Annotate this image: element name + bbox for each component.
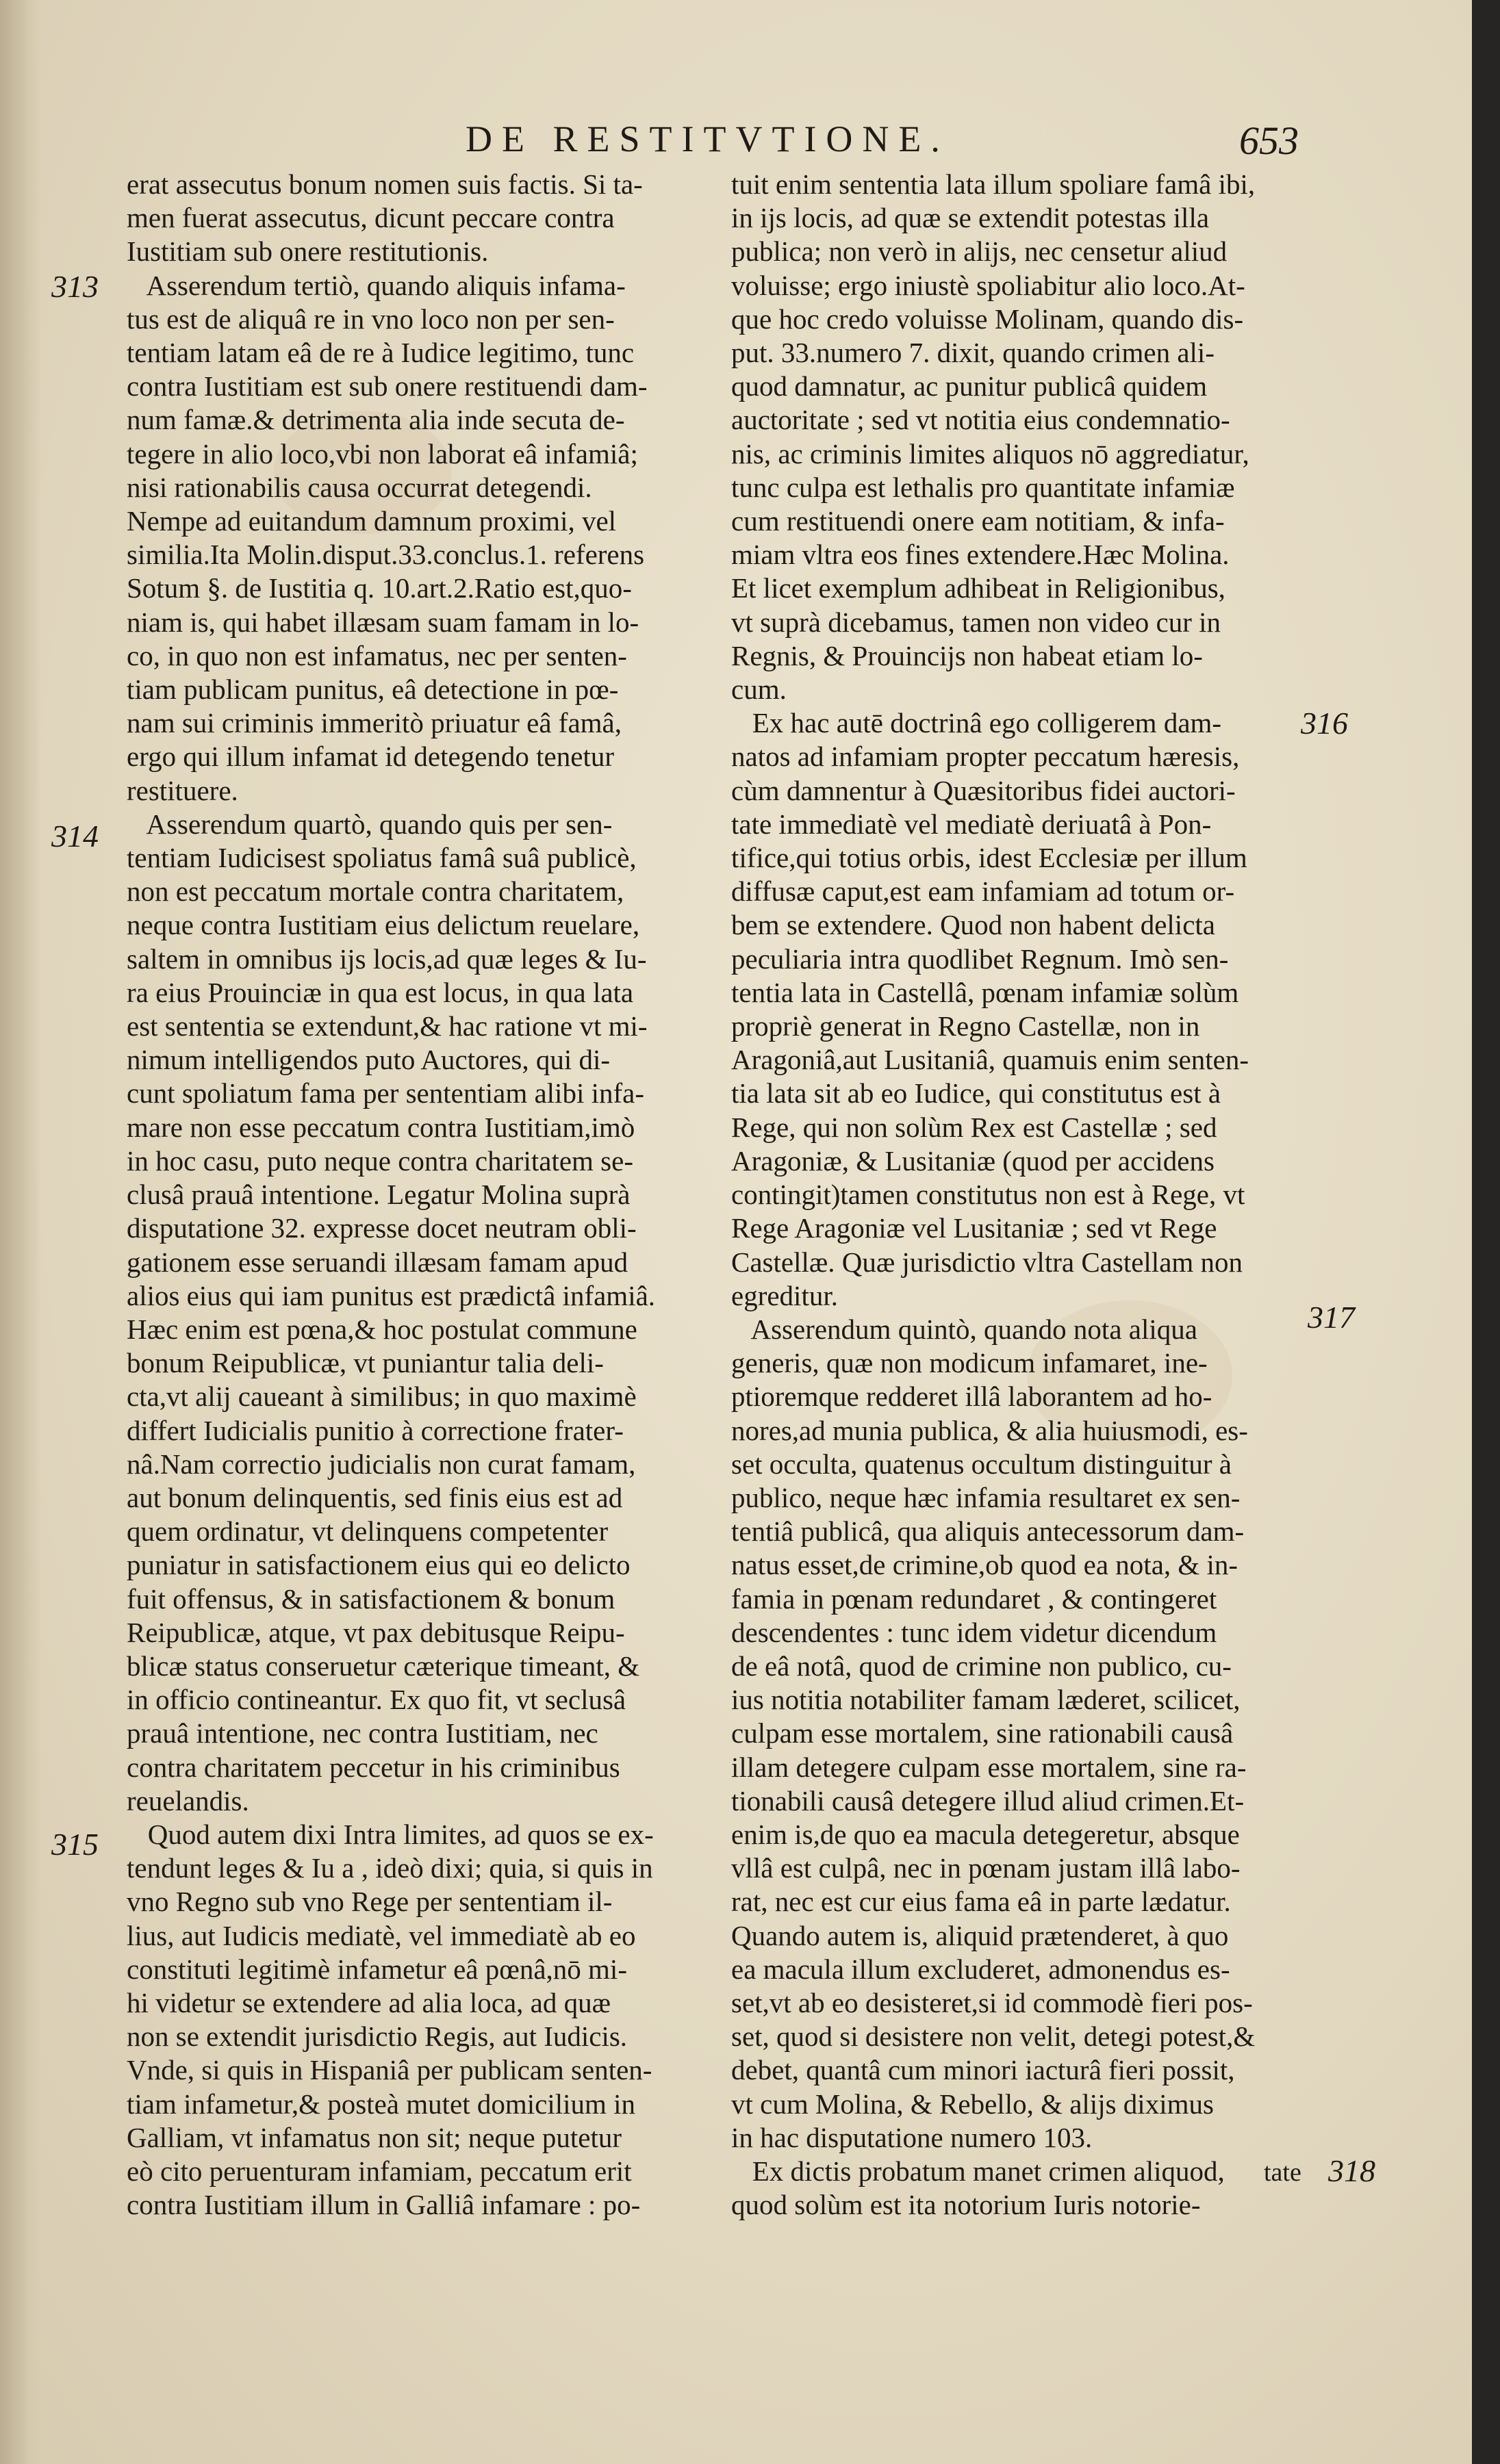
text-line: est sententia se extendunt,& hac ratione vt mi-: [127, 1010, 648, 1042]
text-line: contingit)tamen constitutus non est à Rege, vt: [731, 1179, 1245, 1211]
text-line: set,vt ab eo desisteret,si id commodè fieri pos-: [731, 1986, 1253, 2018]
text-line: aut bonum delinquentis, sed finis eius est ad: [127, 1481, 623, 1513]
text-line: Castellæ. Quæ jurisdictio vltra Castellam non: [731, 1246, 1243, 1278]
text-line: tendunt leges & Iu a , ideò dixi; quia, si quis in: [127, 1852, 653, 1884]
text-line: puniatur in satisfactionem eius qui eo delicto: [127, 1549, 631, 1581]
text-line: nores,ad munia publica, & alia huiusmodi, es-: [731, 1414, 1248, 1446]
text-line: miam vltra eos fines extendere.Hæc Molina.: [731, 539, 1230, 571]
text-line: quem ordinatur, vt delinquens competenter: [127, 1515, 609, 1548]
text-line: publica; non verò in alijs, nec censetur aliud: [731, 235, 1228, 268]
text-line: contra charitatem peccetur in his criminibus: [127, 1751, 620, 1783]
text-line: alios eius qui iam punitus est prædictâ infamiâ.: [127, 1279, 656, 1311]
text-line: differt Iudicialis punitio à correctione frater-: [127, 1414, 624, 1446]
text-line: Iustitiam sub onere restitutionis.: [127, 235, 489, 268]
text-line: hi videtur se extendere ad alia loca, ad quæ: [127, 1986, 611, 2018]
text-line: num famæ.& detrimenta alia inde secuta de-: [127, 404, 625, 436]
text-line: illam detegere culpam esse mortalem, sine ra-: [731, 1751, 1247, 1783]
text-line: clusâ prauâ intentione. Legatur Molina suprà: [127, 1179, 631, 1211]
text-line: Asserendum tertiò, quando aliquis infama-: [127, 269, 626, 301]
text-line: in hac disputatione numero 103.: [731, 2121, 1093, 2153]
text-line: ergo qui illum infamat id detegendo tenetur: [127, 741, 614, 773]
page-header: [0, 118, 1472, 166]
text-line: Regnis, & Prouincijs non habeat etiam lo-: [731, 639, 1203, 671]
text-line: tunc culpa est lethalis pro quantitate infamiæ: [731, 471, 1235, 503]
text-line: erat assecutus bonum nomen suis factis. Si ta-: [127, 168, 643, 200]
text-line: tentiam latam eâ de re à Iudice legitimo, tunc: [127, 337, 635, 369]
text-line: debet, quantâ cum minori iacturâ fieri possit,: [731, 2054, 1235, 2086]
text-line: neque contra Iustitiam eius delictum reuelare,: [127, 909, 640, 941]
text-line: de eâ notâ, quod de crimine non publico, cu-: [731, 1650, 1232, 1682]
text-line: blicæ status conseruetur cæterique timeant, &: [127, 1650, 640, 1682]
text-line: natos ad infamiam propter peccatum hæresis,: [731, 741, 1240, 773]
page-binding-shadow: [0, 0, 41, 2464]
text-line: culpam esse mortalem, sine rationabili causâ: [731, 1717, 1234, 1749]
text-line: tus est de aliquâ re in vno loco non per sen-: [127, 303, 615, 335]
text-line: in officio contineantur. Ex quo fit, vt seclusâ: [127, 1684, 626, 1716]
text-line: famia in pœnam redundaret , & contingeret: [731, 1582, 1217, 1615]
text-line: Aragoniæ, & Lusitaniæ (quod per accidens: [731, 1144, 1215, 1177]
text-line: prauâ intentione, nec contra Iustitiam, nec: [127, 1717, 598, 1749]
text-line: Asserendum quartò, quando quis per sen-: [127, 808, 613, 840]
text-line: enim is,de quo ea macula detegeretur, absque: [731, 1818, 1240, 1850]
text-line: vt suprà dicebamus, tamen non video cur in: [731, 606, 1221, 638]
text-line: Aragoniâ,aut Lusitaniâ, quamuis enim senten-: [731, 1044, 1249, 1076]
text-line: Quod autem dixi Intra limites, ad quos se ex-: [127, 1818, 654, 1850]
text-line: tifice,qui totius orbis, idest Ecclesiæ per illum: [731, 842, 1247, 874]
text-line: voluisse; ergo iniustè spoliabitur alio loco.At-: [731, 269, 1245, 301]
text-line: que hoc credo voluisse Molinam, quando dis-: [731, 303, 1244, 335]
text-line: tiam infametur,& posteà mutet domicilium in: [127, 2088, 636, 2120]
text-line: disputatione 32. expresse docet neutram obli-: [127, 1212, 637, 1244]
text-line: in hoc casu, puto neque contra charitatem se-: [127, 1144, 633, 1177]
text-line: cta,vt alij caueant à similibus; in quo maximè: [127, 1381, 637, 1413]
text-line: propriè generat in Regno Castellæ, non in: [731, 1010, 1200, 1042]
text-line: Hæc enim est pœna,& hoc postulat commune: [127, 1313, 637, 1345]
text-line: tiam publicam punitus, eâ detectione in pœ-: [127, 673, 619, 706]
text-line: reuelandis.: [127, 1784, 249, 1817]
text-line: diffusæ caput,est eam infamiam ad totum or-: [731, 875, 1235, 908]
text-line: nis, ac criminis limites aliquos nō aggrediatur,: [731, 437, 1249, 470]
scan-background-edge: [1472, 0, 1500, 2464]
text-line: contra Iustitiam illum in Galliâ infamare : po-: [127, 2189, 641, 2221]
text-line: ius notitia notabiliter famam læderet, scilicet,: [731, 1684, 1241, 1716]
text-line: Quando autem is, aliquid prætenderet, à quo: [731, 1919, 1229, 1951]
text-line: nisi rationabilis causa occurrat detegendi.: [127, 471, 592, 503]
text-line: tentiam Iudicisest spoliatus famâ suâ publicè,: [127, 842, 637, 874]
text-line: saltem in omnibus ijs locis,ad quæ leges & Iu-: [127, 942, 647, 975]
text-line: cùm damnentur à Quæsitoribus fidei auctori-: [731, 774, 1236, 806]
text-line: rat, nec est cur eius fama eâ in parte lædatur.: [731, 1886, 1231, 1918]
text-line: bem se extendere. Quod non habent delicta: [731, 909, 1215, 941]
text-line: descendentes : tunc idem videtur dicendum: [731, 1616, 1217, 1648]
text-line: cum restituendi onere eam notitiam, & infa-: [731, 505, 1225, 537]
text-line: Nempe ad euitandum damnum proximi, vel: [127, 505, 617, 537]
text-line: Reipublicæ, atque, vt pax debitusque Reipu-: [127, 1616, 625, 1648]
margin-number-318: 318: [1328, 2153, 1375, 2188]
text-line: tegere in alio loco,vbi non laborat eâ infamiâ;: [127, 437, 638, 470]
text-line: Sotum §. de Iustitia q. 10.art.2.Ratio est,quo-: [127, 572, 632, 604]
text-line: non se extendit jurisdictio Regis, aut Iudicis.: [127, 2020, 628, 2053]
text-line: Asserendum quintò, quando nota aliqua: [731, 1313, 1197, 1345]
text-line: natus esset,de crimine,ob quod ea nota, & in-: [731, 1549, 1238, 1581]
text-line: peculiaria intra quodlibet Regnum. Imò sen-: [731, 942, 1229, 975]
text-line: quod solùm est ita notorium Iuris notorie-: [731, 2189, 1201, 2221]
text-line: men fuerat assecutus, dicunt peccare contra: [127, 202, 615, 234]
text-line: Rege, qui non solùm Rex est Castellæ ; sed: [731, 1111, 1217, 1143]
margin-number-315: 315: [51, 1827, 99, 1862]
text-line: fuit offensus, & in satisfactionem & bonum: [127, 1582, 615, 1615]
margin-number-316: 316: [1301, 706, 1348, 741]
left-text-column: [127, 168, 709, 2222]
text-line: vno Regno sub vno Rege per sententiam il-: [127, 1886, 613, 1918]
text-line: auctoritate ; sed vt notitia eius condemnatio-: [731, 404, 1230, 436]
text-line: bonum Reipublicæ, vt puniantur talia deli-: [127, 1347, 604, 1379]
margin-number-313: 313: [51, 269, 99, 304]
text-line: eò cito peruenturam infamiam, peccatum erit: [127, 2155, 632, 2187]
text-line: Ex dictis probatum manet crimen aliquod,: [731, 2155, 1225, 2187]
text-line: quod damnatur, ac punitur publicâ quidem: [731, 370, 1208, 402]
text-line: vt cum Molina, & Rebello, & alijs diximus: [731, 2088, 1214, 2120]
text-line: set occulta, quatenus occultum distinguitur à: [731, 1448, 1232, 1480]
text-line: cunt spoliatum fama per sententiam alibi infa-: [127, 1077, 644, 1109]
catchword: tate: [1264, 2158, 1301, 2187]
text-line: restituere.: [127, 774, 238, 806]
text-line: Galliam, vt infamatus non sit; neque putetur: [127, 2121, 622, 2153]
text-line: ptioremque redderet illâ laborantem ad ho-: [731, 1381, 1212, 1413]
text-line: tentia lata in Castellâ, pœnam infamiæ solùm: [731, 976, 1239, 1008]
text-line: Vnde, si quis in Hispaniâ per publicam senten-: [127, 2054, 652, 2086]
text-line: generis, quæ non modicum infamaret, ine-: [731, 1347, 1208, 1379]
text-line: Ex hac autē doctrinâ ego colligerem dam-: [731, 707, 1222, 739]
text-line: co, in quo non est infamatus, nec per senten-: [127, 639, 627, 671]
text-line: cum.: [731, 673, 787, 706]
text-line: nâ.Nam correctio judicialis non curat famam,: [127, 1448, 636, 1480]
text-line: tionabili causâ detegere illud aliud crimen.Et-: [731, 1784, 1245, 1817]
text-line: tuit enim sententia lata illum spoliare famâ ibi,: [731, 168, 1256, 200]
text-line: tia lata sit ab eo Iudice, qui constitutus est à: [731, 1077, 1221, 1109]
text-line: constituti legitimè infametur eâ pœnâ,nō mi-: [127, 1953, 627, 1985]
text-line: tate immediatè vel mediatè deriuatâ à Pon-: [731, 808, 1212, 840]
margin-number-314: 314: [51, 819, 99, 854]
text-line: Rege Aragoniæ vel Lusitaniæ ; sed vt Rege: [731, 1212, 1217, 1244]
text-line: ra eius Prouinciæ in qua est locus, in qua lata: [127, 976, 634, 1008]
text-line: lius, aut Iudicis mediatè, vel immediatè ab eo: [127, 1919, 636, 1951]
text-line: gationem esse seruandi illæsam famam apud: [127, 1246, 628, 1278]
text-line: niam is, qui habet illæsam suam famam in lo-: [127, 606, 639, 638]
text-line: set, quod si desistere non velit, detegi potest,&: [731, 2020, 1256, 2053]
text-line: contra Iustitiam est sub onere restituendi dam-: [127, 370, 648, 402]
text-line: mare non esse peccatum contra Iustitiam,imò: [127, 1111, 635, 1143]
text-line: put. 33.numero 7. dixit, quando crimen ali-: [731, 337, 1215, 369]
text-line: similia.Ita Molin.disput.33.conclus.1. referens: [127, 539, 645, 571]
text-line: vllâ est culpâ, nec in pœnam justam illâ labo-: [731, 1852, 1241, 1884]
text-line: in ijs locis, ad quæ se extendit potestas illa: [731, 202, 1210, 234]
margin-number-317: 317: [1308, 1300, 1355, 1335]
page-number: 653: [1239, 118, 1299, 163]
right-text-column: [731, 168, 1327, 2222]
text-line: egreditur.: [731, 1279, 838, 1311]
text-line: Et licet exemplum adhibeat in Religionibus,: [731, 572, 1225, 604]
text-line: publico, neque hæc infamia resultaret ex sen-: [731, 1481, 1241, 1513]
text-line: non est peccatum mortale contra charitatem,: [127, 875, 624, 908]
running-title: DE RESTITVTIONE.: [466, 118, 950, 159]
text-line: nam sui criminis immeritò priuatur eâ famâ,: [127, 707, 622, 739]
text-line: ea macula illum excluderet, admonendus es-: [731, 1953, 1230, 1985]
text-line: nimum intelligendos puto Auctores, qui di-: [127, 1044, 611, 1076]
text-line: tentiâ publicâ, qua aliquis antecessorum dam-: [731, 1515, 1245, 1548]
